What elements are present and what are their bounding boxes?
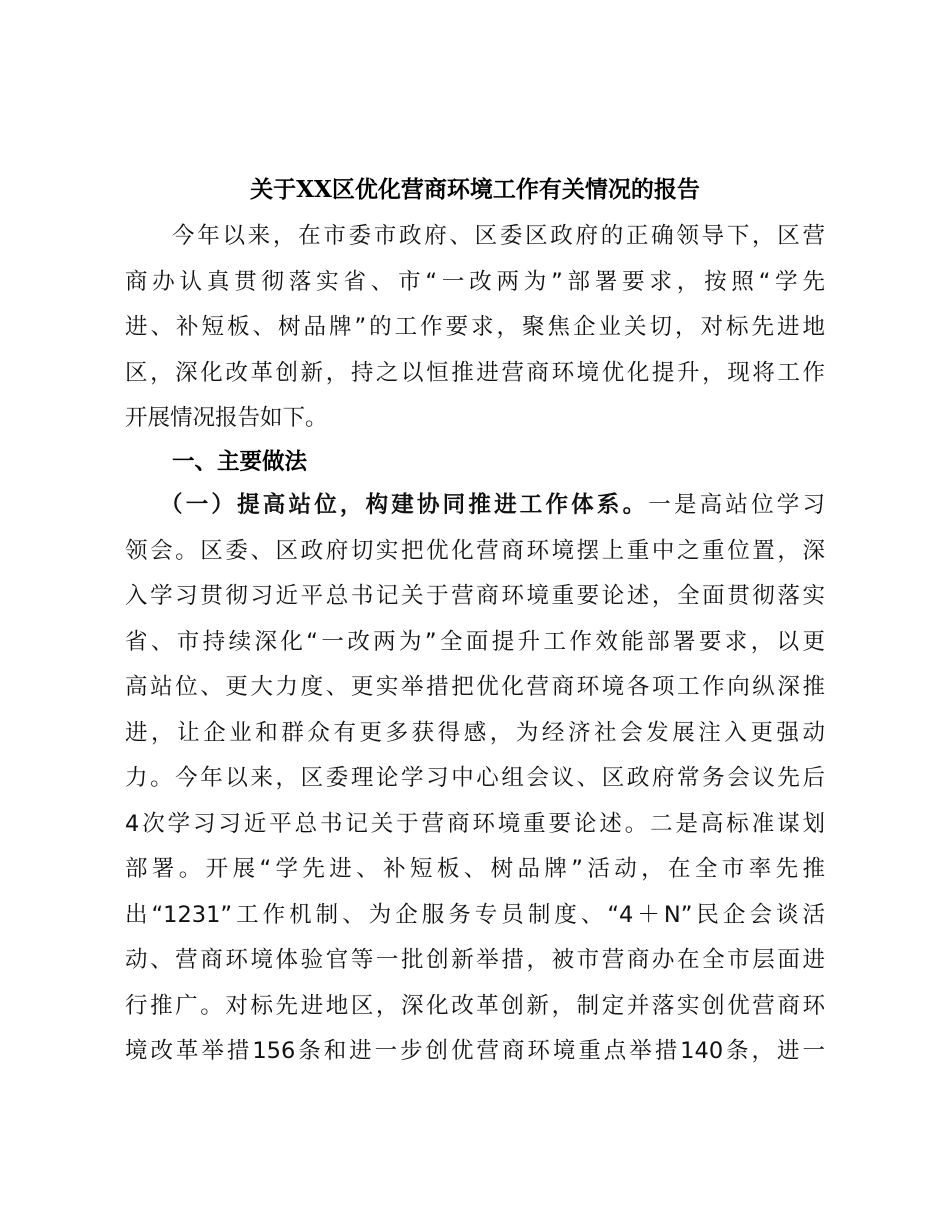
- subsection-first-line-rest: 一是高站位学习: [648, 492, 825, 518]
- intro-line-3: 进、补短板、树品牌”的工作要求，聚焦企业关切，对标先进地: [125, 314, 825, 340]
- intro-line-2: 商办认真贯彻落实省、市“一改两为”部署要求，按照“学先: [125, 269, 825, 295]
- body-line-1: 领会。区委、区政府切实把优化营商环境摆上重中之重位置，深: [125, 538, 825, 564]
- intro-line-1: 今年以来，在市委市政府、区委区政府的正确领导下，区营: [172, 223, 825, 249]
- section-heading: 一、主要做法: [172, 449, 308, 475]
- body-line-6: 力。今年以来，区委理论学习中心组会议、区政府常务会议先后: [125, 765, 825, 791]
- body-line-2: 入学习贯彻习近平总书记关于营商环境重要论述，全面贯彻落实: [125, 583, 825, 609]
- subsection-first-line: [160, 487, 825, 523]
- body-line-10: 动、营商环境体验官等一批创新举措，被市营商办在全市层面进: [125, 947, 825, 973]
- body-line-3: 省、市持续深化“一改两为”全面提升工作效能部署要求，以更: [125, 629, 825, 655]
- body-line-9: 出“1231”工作机制、为企服务专员制度、“4＋N”民企会谈活: [125, 902, 825, 928]
- body-line-8: 部署。开展“学先进、补短板、树品牌”活动，在全市率先推: [125, 856, 825, 882]
- body-line-7: 4次学习习近平总书记关于营商环境重要论述。二是高标准谋划: [125, 811, 825, 837]
- body-line-12: 境改革举措156条和进一步创优营商环境重点举措140条，进一: [125, 1038, 825, 1064]
- intro-line-5: 开展情况报告如下。: [125, 405, 328, 431]
- body-line-11: 行推广。对标先进地区，深化改革创新，制定并落实创优营商环: [125, 993, 825, 1019]
- intro-line-4: 区，深化改革创新，持之以恒推进营商环境优化提升，现将工作: [125, 360, 825, 386]
- body-line-4: 高站位、更大力度、更实举措把优化营商环境各项工作向纵深推: [125, 674, 825, 700]
- subsection-heading: （一）提高站位，构建协同推进工作体系。: [160, 492, 649, 518]
- body-line-5: 进，让企业和群众有更多获得感，为经济社会发展注入更强动: [125, 720, 825, 746]
- document-title: 关于XX区优化营商环境工作有关情况的报告: [250, 176, 700, 203]
